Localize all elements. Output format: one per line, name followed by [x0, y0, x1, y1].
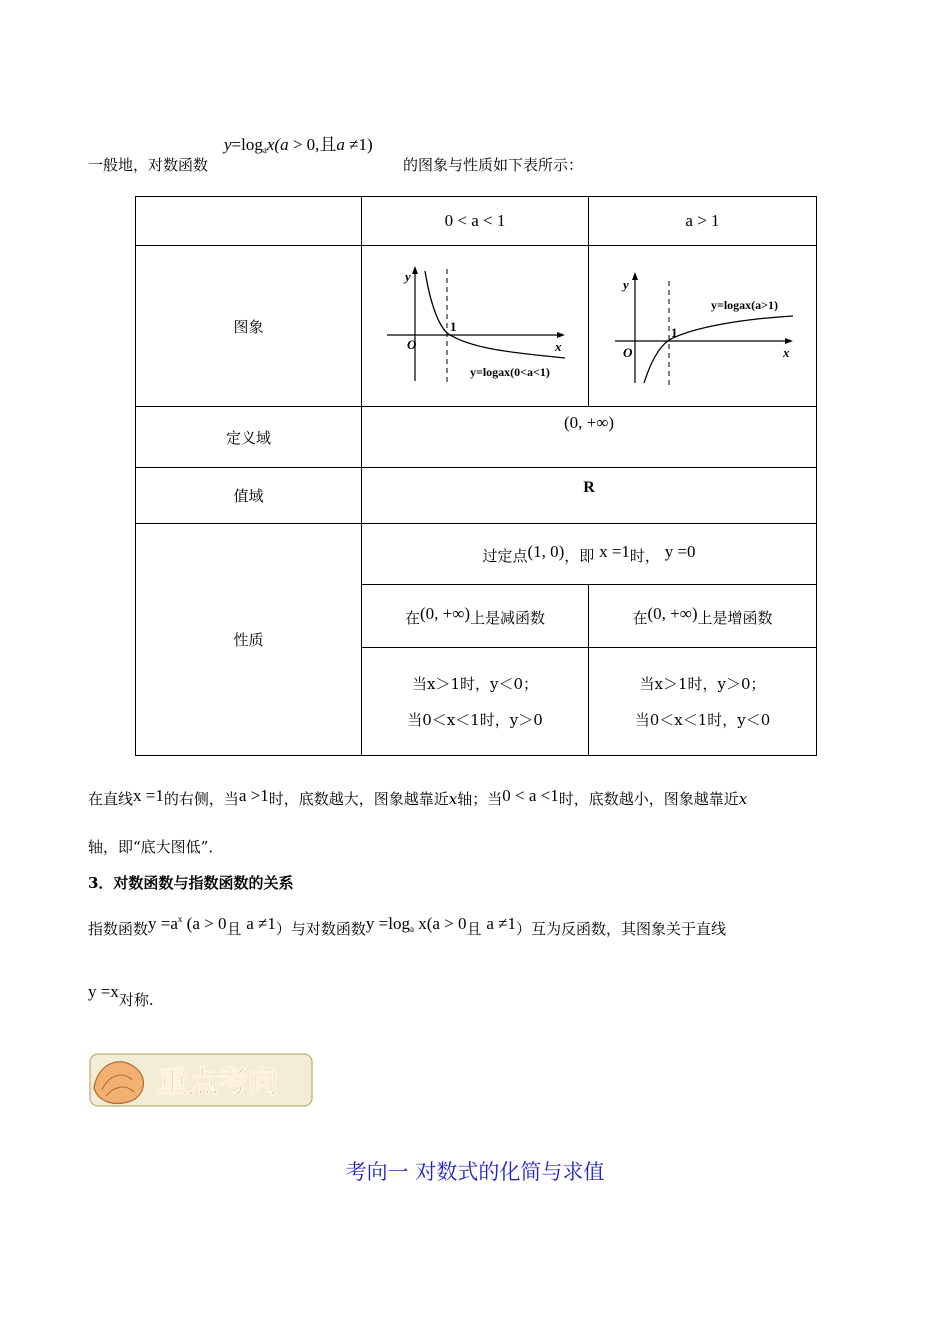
math: y =log	[365, 914, 410, 933]
monotonic-increasing-cell	[589, 585, 817, 648]
banner-graphic	[88, 1048, 314, 1110]
origin-label: O	[622, 345, 632, 360]
fixed-point-mid2: 时，	[629, 547, 660, 565]
range-value: R	[583, 479, 595, 496]
origin-label: O	[407, 337, 417, 352]
text: 在直线	[88, 790, 134, 808]
formula-part: a	[280, 135, 289, 154]
math-sup: x	[177, 914, 183, 924]
math: 0 < a <1	[502, 786, 559, 805]
fixed-point-cell	[362, 524, 817, 585]
sign-line: 当x＞1时，y＜0；	[411, 674, 539, 693]
key-points-banner	[88, 1048, 314, 1110]
sign-line: 当0＜x＜1时，y＜0	[634, 710, 771, 729]
mono-pre: 在	[404, 609, 420, 627]
mono-post: 上是增函数	[697, 609, 773, 627]
text: 的右侧，当	[163, 790, 239, 808]
banner-text: 重点考向	[158, 1065, 278, 1100]
text: ）互为反函数，其图象关于直线	[515, 920, 726, 938]
fixed-point-cond: x =1	[599, 542, 630, 561]
header-col-2	[589, 197, 817, 246]
curve-label: y=logax(a>1)	[710, 298, 778, 312]
header-col-2-text: a > 1	[685, 211, 720, 230]
math: y =a	[148, 914, 178, 933]
text: 且	[466, 920, 482, 938]
text: x	[738, 790, 748, 808]
properties-table	[135, 196, 817, 756]
row-label-props: 性质	[136, 524, 362, 756]
mono-post: 上是减函数	[470, 609, 546, 627]
math: x(a > 0	[418, 914, 467, 933]
text: 且	[226, 920, 242, 938]
mono-interval: (0, +∞)	[647, 604, 698, 623]
range-value-cell	[362, 468, 817, 524]
y-label: y	[405, 269, 411, 284]
row-label-range: 值域	[136, 468, 362, 524]
text: x	[448, 790, 458, 808]
math: x =1	[133, 786, 164, 805]
fixed-point: (1, 0)	[527, 542, 565, 561]
math: a ≠1	[246, 914, 276, 933]
sign-line: 当x＞1时，y＞0；	[639, 674, 766, 693]
text: 对称.	[118, 991, 154, 1009]
intro-suffix: 的图象与性质如下表所示：	[403, 156, 584, 174]
header-col-1	[362, 197, 589, 246]
math: a ≠1	[486, 914, 516, 933]
math: a >1	[238, 786, 269, 805]
paragraph-base-compare-line2: 轴，即“底大图低”．	[88, 838, 224, 856]
paragraph-base-compare	[88, 786, 747, 809]
mono-pre: 在	[632, 609, 648, 627]
one-label: 1	[670, 325, 677, 340]
x-label: x	[782, 345, 789, 360]
row-label-domain: 定义域	[136, 407, 362, 468]
y-label: y	[622, 277, 629, 292]
x-axis-arrow	[785, 338, 793, 344]
topic-subtitle: 考向一 对数式的化简与求值	[345, 1160, 605, 1184]
intro-prefix: 一般地，对数函数	[88, 156, 209, 174]
formula-part: > 0,且	[288, 135, 337, 154]
log-curve-increasing	[644, 316, 793, 383]
x-label: x	[555, 339, 562, 354]
formula-part: a	[336, 135, 345, 154]
y-axis-arrow	[412, 266, 418, 274]
mono-interval: (0, +∞)	[419, 604, 471, 623]
formula-log: =log	[231, 135, 263, 154]
domain-value: (0, +∞)	[563, 413, 615, 432]
header-empty-cell	[136, 197, 362, 246]
graph-decreasing	[375, 261, 575, 391]
sign-line: 当0＜x＜1时，y＞0	[407, 710, 543, 729]
header-col-1-text: 0 < a < 1	[444, 211, 506, 230]
intro-formula	[224, 130, 373, 155]
domain-value-cell	[362, 407, 817, 468]
y-axis-arrow	[632, 272, 638, 280]
graph-right-cell	[589, 246, 817, 407]
fixed-point-result: y =0	[664, 542, 696, 561]
text: 轴；当	[457, 790, 503, 808]
graph-increasing	[603, 261, 803, 391]
math-sub: a	[409, 924, 414, 934]
paragraph-inverse	[88, 914, 726, 939]
row-label-graph: 图象	[136, 246, 362, 407]
text: 指数函数	[88, 920, 149, 938]
log-curve-decreasing	[425, 271, 565, 358]
formula-part: ≠1)	[344, 135, 373, 154]
fixed-point-prefix: 过定点	[482, 547, 528, 565]
fixed-point-mid: ，即	[564, 547, 595, 565]
sign-left-cell	[362, 648, 589, 756]
section-3-title: 3．对数函数与指数函数的关系	[88, 874, 294, 892]
math: (a > 0	[186, 914, 227, 933]
sign-right-cell	[589, 648, 817, 756]
formula-part: x(	[266, 135, 281, 154]
formula-y: y	[224, 135, 232, 154]
math: y =x	[88, 982, 119, 1001]
graph-left-cell	[362, 246, 589, 407]
text: 时，底数越小，图象越靠近	[558, 790, 739, 808]
paragraph-inverse-line2	[88, 982, 154, 1010]
monotonic-decreasing-cell	[362, 585, 589, 648]
one-label: 1	[450, 319, 457, 334]
curve-label: y=logax(0<a<1)	[470, 365, 550, 379]
text: ）与对数函数	[275, 920, 366, 938]
text: 时，底数越大，图象越靠近	[268, 790, 449, 808]
formula-sub: a	[262, 145, 267, 155]
x-axis-arrow	[557, 332, 565, 338]
